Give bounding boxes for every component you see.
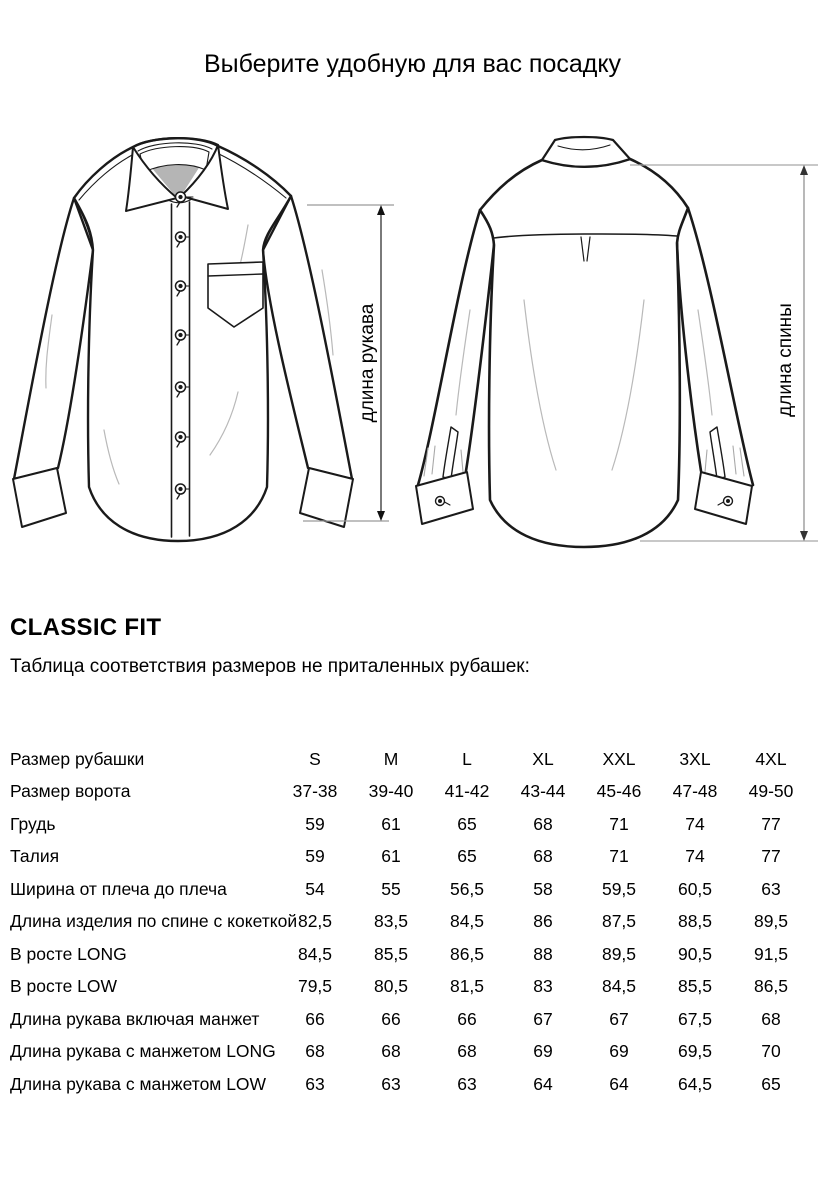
value-cell: 37-38 — [292, 781, 338, 802]
value-cell: 68 — [533, 813, 553, 834]
back-shirt-drawing — [416, 137, 753, 547]
size-cell: S — [309, 748, 321, 769]
row-label: Размер рубашки — [10, 748, 145, 769]
value-cell: 45-46 — [596, 781, 642, 802]
table-row-sleeve-long — [0, 1036, 825, 1069]
table-row-sleeve-low — [0, 1068, 825, 1101]
row-label: Длина изделия по спине с кокеткой — [10, 911, 298, 932]
value-cell: 88,5 — [677, 911, 713, 932]
value-cell: 67 — [609, 1008, 629, 1029]
value-cell: 86,5 — [753, 976, 789, 997]
front-right-cuff — [300, 468, 353, 527]
value-cell: 70 — [761, 1041, 781, 1062]
size-cell: 3XL — [679, 748, 711, 769]
value-cell: 54 — [305, 878, 325, 899]
row-label: Длина рукава с манжетом LONG — [10, 1041, 276, 1062]
value-cell: 68 — [761, 1008, 781, 1029]
value-cell: 80,5 — [373, 976, 409, 997]
value-cell: 91,5 — [753, 943, 789, 964]
value-cell: 63 — [761, 878, 781, 899]
value-cell: 89,5 — [601, 943, 637, 964]
back-left-cuff-placket — [443, 427, 458, 479]
size-cell: M — [383, 748, 399, 769]
value-cell: 69 — [533, 1041, 553, 1062]
back-right-cuff-placket — [710, 427, 725, 479]
table-row-sleeve-cuff — [0, 1003, 825, 1036]
value-cell: 77 — [761, 813, 781, 834]
row-label: Длина рукава с манжетом LOW — [10, 1073, 267, 1094]
value-cell: 63 — [381, 1073, 401, 1094]
back-left-cuff — [416, 472, 473, 524]
value-cell: 66 — [381, 1008, 401, 1029]
size-cell: XL — [532, 748, 554, 769]
row-label: Длина рукава включая манжет — [10, 1008, 260, 1029]
fit-heading: CLASSIC FIT — [10, 614, 162, 641]
value-cell: 74 — [685, 846, 705, 867]
value-cell: 66 — [305, 1008, 325, 1029]
value-cell: 41-42 — [444, 781, 490, 802]
front-left-cuff — [13, 468, 66, 527]
row-label: В росте LONG — [10, 943, 127, 964]
row-label: Ширина от плеча до плеча — [10, 878, 227, 899]
value-cell: 77 — [761, 846, 781, 867]
value-cell: 68 — [305, 1041, 325, 1062]
row-label: Грудь — [10, 813, 56, 834]
value-cell: 89,5 — [753, 911, 789, 932]
value-cell: 84,5 — [601, 976, 637, 997]
sleeve-length-label: длина рукава — [357, 303, 378, 423]
table-row-sizes — [0, 743, 825, 776]
table-row-shoulders — [0, 873, 825, 906]
value-cell: 69 — [609, 1041, 629, 1062]
size-cell: L — [462, 748, 472, 769]
table-row-collar — [0, 776, 825, 809]
value-cell: 86,5 — [449, 943, 485, 964]
value-cell: 82,5 — [297, 911, 333, 932]
value-cell: 61 — [381, 813, 401, 834]
value-cell: 64,5 — [677, 1073, 713, 1094]
value-cell: 65 — [761, 1073, 781, 1094]
back-collar — [542, 137, 630, 167]
value-cell: 81,5 — [449, 976, 485, 997]
front-right-sleeve — [263, 196, 352, 479]
value-cell: 55 — [381, 878, 401, 899]
value-cell: 65 — [457, 813, 477, 834]
table-row-back-length — [0, 906, 825, 939]
table-row-chest — [0, 808, 825, 841]
value-cell: 71 — [609, 813, 629, 834]
value-cell: 60,5 — [677, 878, 713, 899]
back-length-label: длина спины — [775, 303, 796, 417]
value-cell: 63 — [457, 1073, 477, 1094]
size-cell: XXL — [602, 748, 636, 769]
value-cell: 67,5 — [677, 1008, 713, 1029]
value-cell: 88 — [533, 943, 553, 964]
size-table — [0, 743, 825, 1101]
value-cell: 59,5 — [601, 878, 637, 899]
value-cell: 64 — [609, 1073, 629, 1094]
value-cell: 79,5 — [297, 976, 333, 997]
value-cell: 49-50 — [748, 781, 794, 802]
value-cell: 43-44 — [520, 781, 566, 802]
table-row-height-low — [0, 971, 825, 1004]
value-cell: 68 — [381, 1041, 401, 1062]
value-cell: 84,5 — [297, 943, 333, 964]
value-cell: 63 — [305, 1073, 325, 1094]
value-cell: 61 — [381, 846, 401, 867]
shirt-measurement-diagram — [0, 130, 825, 585]
row-label: Размер ворота — [10, 781, 131, 802]
value-cell: 59 — [305, 813, 325, 834]
value-cell: 74 — [685, 813, 705, 834]
value-cell: 90,5 — [677, 943, 713, 964]
table-row-waist — [0, 841, 825, 874]
value-cell: 86 — [533, 911, 553, 932]
value-cell: 39-40 — [368, 781, 414, 802]
value-cell: 64 — [533, 1073, 553, 1094]
value-cell: 67 — [533, 1008, 553, 1029]
value-cell: 85,5 — [677, 976, 713, 997]
value-cell: 69,5 — [677, 1041, 713, 1062]
row-label: Талия — [10, 846, 60, 867]
row-label: В росте LOW — [10, 976, 118, 997]
value-cell: 71 — [609, 846, 629, 867]
front-shirt-drawing — [13, 138, 353, 541]
back-body — [480, 159, 688, 547]
value-cell: 58 — [533, 878, 553, 899]
value-cell: 83 — [533, 976, 553, 997]
value-cell: 47-48 — [672, 781, 718, 802]
value-cell: 84,5 — [449, 911, 485, 932]
value-cell: 65 — [457, 846, 477, 867]
table-row-height-long — [0, 938, 825, 971]
value-cell: 66 — [457, 1008, 477, 1029]
size-cell: 4XL — [755, 748, 787, 769]
value-cell: 85,5 — [373, 943, 409, 964]
value-cell: 68 — [457, 1041, 477, 1062]
back-right-cuff — [695, 472, 752, 524]
value-cell: 59 — [305, 846, 325, 867]
value-cell: 83,5 — [373, 911, 409, 932]
value-cell: 56,5 — [449, 878, 485, 899]
page-title: Выберите удобную для вас посадку — [203, 50, 622, 78]
value-cell: 68 — [533, 846, 553, 867]
value-cell: 87,5 — [601, 911, 637, 932]
front-left-sleeve — [14, 198, 93, 479]
table-caption: Таблица соответствия размеров не приталенных рубашек: — [10, 656, 530, 677]
